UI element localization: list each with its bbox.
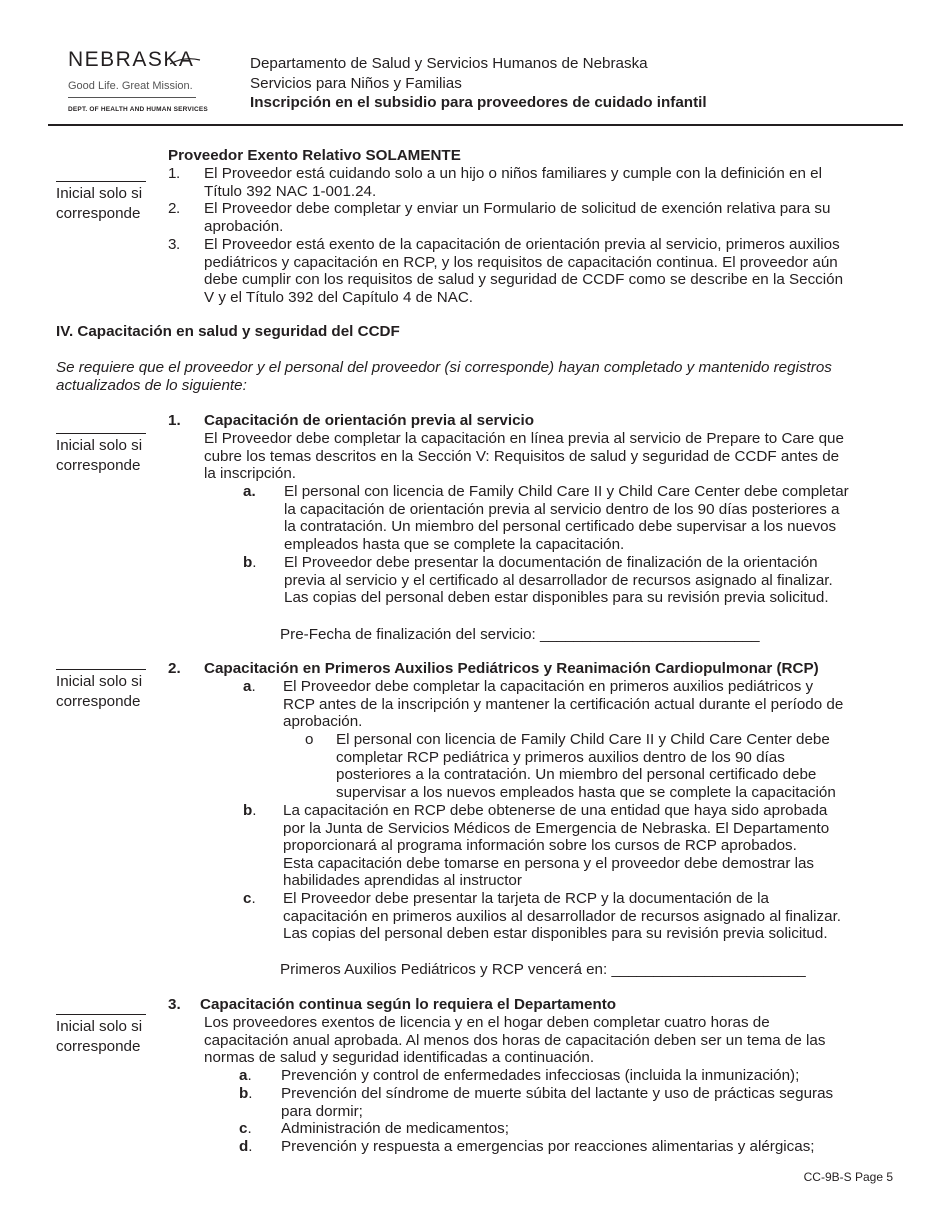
t2-c-label: c	[243, 890, 252, 907]
logo-tagline: Good Life. Great Mission.	[68, 80, 193, 92]
t2-o: El personal con licencia de Family Child Care II y Child Care Center debe completar RCP pediátrica y primeros auxilios dentro de los 90 días posteriores a la contratación. Un miembro del personal certificado debe supervisar a los nuevos empleados hasta que se complete la capacitación	[336, 731, 836, 801]
initial-label-exempt: Inicial solo si corresponde	[56, 185, 143, 222]
initial-blank-t3[interactable]	[56, 1014, 146, 1015]
t2-b: La capacitación en RCP debe obtenerse de una entidad que haya sido aprobada por la Junta de Servicios Médicos de Emergencia de Nebraska. El Departamento proporcionará al programa información sobre los cursos de RCP aprobados. Esta capacitación debe tomarse en persona y el proveedor debe demostrar las habilidades aprendidas al instructor	[283, 802, 830, 890]
exempt-item-2: El Proveedor debe completar y enviar un Formulario de solicitud de exención relativa para su aprobación.	[204, 200, 831, 235]
header-division: Servicios para Niños y Familias	[250, 75, 462, 92]
t3-a-label: a	[239, 1067, 248, 1084]
exempt-item-1-num: 1	[168, 165, 177, 182]
t3-title: Capacitación continua según lo requiera el Departamento	[200, 996, 617, 1013]
logo-divider	[68, 97, 196, 98]
t3-c-label: c	[239, 1120, 248, 1137]
exempt-item-1: El Proveedor está cuidando solo a un hijo o niños familiares y cumple con la definición en el Título 392 NAC 1-001.24.	[204, 165, 822, 200]
header-rule	[48, 124, 903, 126]
t3-item-c: Administración de medicamentos;	[281, 1120, 509, 1137]
initial-blank-t2[interactable]	[56, 669, 146, 670]
initial-blank-exempt[interactable]	[56, 181, 146, 182]
t2-title: Capacitación en Primeros Auxilios Pediátricos y Reanimación Cardiopulmonar (RCP)	[204, 660, 819, 677]
initial-label-t3: Inicial solo si corresponde	[56, 1018, 143, 1055]
exempt-item-3-num: 3	[168, 236, 177, 253]
header-form-title: Inscripción en el subsidio para proveedores de cuidado infantil	[250, 94, 707, 111]
exempt-item-3: El Proveedor está exento de la capacitación de orientación previa al servicio, primeros auxilios pediátricos y capacitación en RCP, y los requisitos de capacitación continua. El proveedor aún debe cumplir con los requisitos de salud y seguridad de CCDF como se describe en la Sección V y el Título 392 del Capítulo 4 de NAC.	[204, 236, 844, 306]
t1-body: El Proveedor debe completar la capacitación en línea previa al servicio de Prepare to Care que cubre los temas descritos en la Sección V: Requisitos de salud y seguridad de CCDF antes de la inscripción.	[204, 430, 844, 483]
t1-b-label: b	[243, 554, 253, 571]
t3-item-b: Prevención del síndrome de muerte súbita del lactante y uso de prácticas seguras para dormir;	[281, 1085, 834, 1120]
t2-b-label: b	[243, 802, 253, 819]
t1-title: Capacitación de orientación previa al servicio	[204, 412, 535, 429]
t3-body: Los proveedores exentos de licencia y en el hogar deben completar cuatro horas de capacitación anual aprobada. Al menos dos horas de capacitación deben ser un tema de las normas de salud y seguridad identificadas a continuación.	[204, 1014, 826, 1067]
logo-swoosh-icon	[170, 54, 202, 68]
t2-c: El Proveedor debe presentar la tarjeta de RCP y la documentación de la capacitación en primeros auxilios al desarrollador de recursos asignado al finalizar. Las copias del personal deben estar disponibles para su revisión previa solicitud.	[283, 890, 842, 943]
exempt-item-2-num: 2	[168, 200, 177, 217]
t2-num: 2.	[168, 660, 181, 677]
t3-item-d: Prevención y respuesta a emergencias por reacciones alimentarias y alérgicas;	[281, 1138, 815, 1155]
t3-num: 3.	[168, 996, 181, 1013]
logo-dept: DEPT. OF HEALTH AND HUMAN SERVICES	[68, 106, 208, 113]
exempt-title: Proveedor Exento Relativo SOLAMENTE	[168, 147, 461, 164]
t1-date-field[interactable]: Pre-Fecha de finalización del servicio: __________________________	[280, 626, 760, 643]
t2-date-field[interactable]: Primeros Auxilios Pediátricos y RCP vencerá en: _______________________	[280, 961, 806, 978]
section-iv-title: IV. Capacitación en salud y seguridad del CCDF	[56, 323, 400, 340]
t2-o-bullet: o	[305, 731, 314, 748]
t3-b-label: b	[239, 1085, 249, 1102]
t2-a: El Proveedor debe completar la capacitación en primeros auxilios pediátricos y RCP antes de la inscripción y mantener la certificación actual durante el período de aprobación.	[283, 678, 844, 731]
t2-a-label: a	[243, 678, 252, 695]
logo-wordmark: NEBRASKA	[68, 48, 195, 71]
page-footer: CC-9B-S Page 5	[803, 1170, 893, 1184]
t1-num: 1.	[168, 412, 181, 429]
section-iv-intro: Se requiere que el proveedor y el personal del proveedor (si corresponde) hayan completado y mantenido registros actualizados de lo siguiente:	[56, 359, 832, 394]
header-agency: Departamento de Salud y Servicios Humanos de Nebraska	[250, 55, 648, 72]
t1-a-label: a.	[243, 483, 256, 500]
t3-item-a: Prevención y control de enfermedades infecciosas (incluida la inmunización);	[281, 1067, 800, 1084]
initial-label-t2: Inicial solo si corresponde	[56, 673, 143, 710]
t1-a: El personal con licencia de Family Child Care II y Child Care Center debe completar la capacitación de orientación previa al servicio dentro de los 90 días posteriores a la contratación. Un miembro del personal certificado debe supervisar a los nuevos empleados hasta que se complete la capacitación.	[284, 483, 849, 553]
t3-d-label: d	[239, 1138, 249, 1155]
initial-blank-t1[interactable]	[56, 433, 146, 434]
initial-label-t1: Inicial solo si corresponde	[56, 437, 143, 474]
t1-b: El Proveedor debe presentar la documentación de finalización de la orientación previa al servicio y el certificado al desarrollador de recursos asignado al finalizar. Las copias del personal deben estar disponibles para su revisión previa solicitud.	[284, 554, 833, 607]
